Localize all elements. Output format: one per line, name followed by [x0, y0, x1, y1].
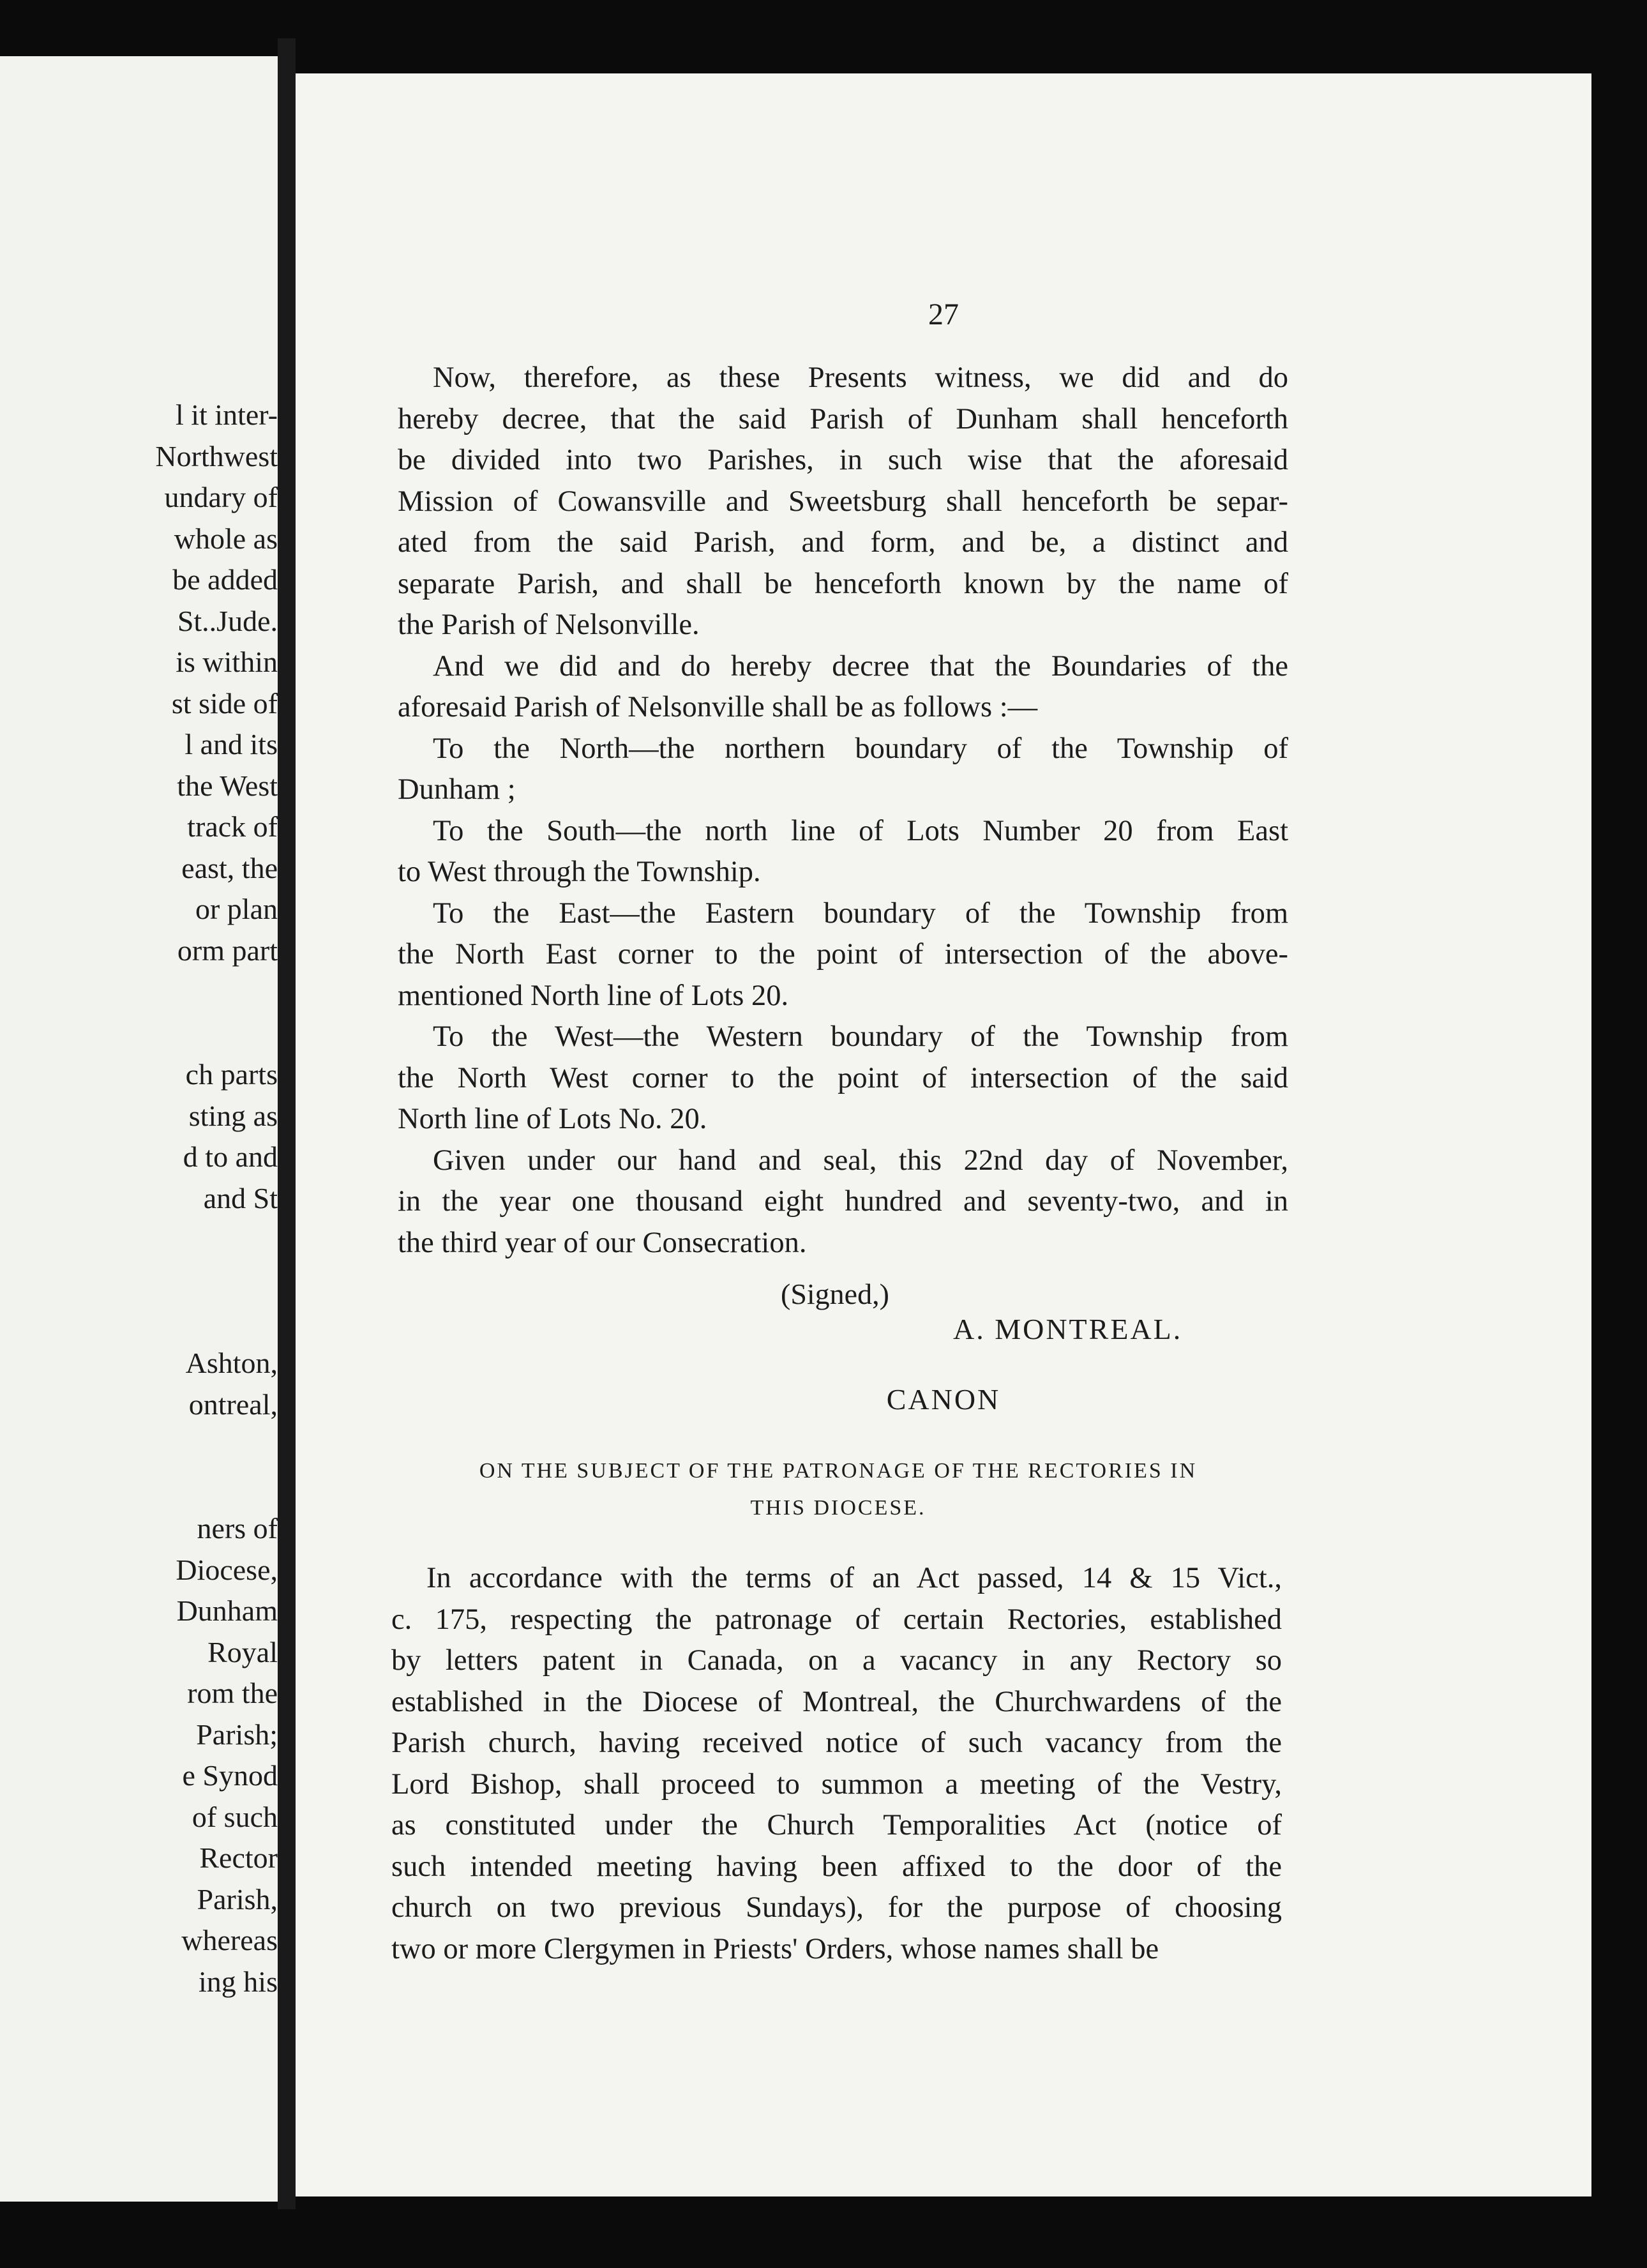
text-line: the North East corner to the point of intersection of the above-: [398, 938, 1288, 971]
canon-subtitle-line: THIS DIOCESE.: [750, 1496, 926, 1520]
previous-page-text: [10, 395, 278, 2002]
previous-page-line: and St: [203, 1181, 278, 1214]
text-line: by letters patent in Canada, on a vacancy in any Rectory so: [391, 1644, 1282, 1677]
previous-page-line: be added: [172, 563, 278, 596]
text-line: Mission of Cowansville and Sweetsburg shall henceforth be separ-: [398, 485, 1288, 518]
text-line: as constituted under the Church Temporalities Act (notice of: [391, 1809, 1282, 1841]
previous-page-line: Diocese,: [176, 1553, 278, 1586]
previous-page-line: Parish;: [196, 1718, 278, 1751]
previous-page-line: east, the: [181, 851, 278, 884]
previous-page-line: Dunham: [176, 1594, 278, 1627]
paragraph: [398, 893, 1288, 1017]
signed-label: (Signed,): [781, 1278, 889, 1310]
canon-subtitle-line: ON THE SUBJECT OF THE PATRONAGE OF THE RECTORIES IN: [479, 1459, 1198, 1483]
paragraph: [398, 1017, 1288, 1140]
previous-page-line: track of: [187, 810, 278, 843]
text-line: the Parish of Nelsonville.: [398, 609, 700, 641]
previous-page-line: l it inter-: [175, 398, 278, 431]
document-page: [296, 73, 1591, 2196]
previous-page-line: or plan: [195, 893, 278, 925]
text-line: two or more Clergymen in Priests' Orders, whose names shall be: [391, 1932, 1159, 1965]
previous-page-line: ing his: [199, 1965, 278, 1998]
paragraph: [398, 358, 1288, 646]
previous-page-line: whereas: [181, 1924, 278, 1956]
canon-subtitle: [391, 1453, 1285, 1527]
text-line: To the West—the Western boundary of the Township from: [433, 1020, 1288, 1053]
text-line: the North West corner to the point of intersection of the said: [398, 1061, 1288, 1094]
page-number: 27: [928, 298, 959, 331]
previous-page-line: of such: [192, 1800, 278, 1833]
text-line: Parish church, having received notice of such vacancy from the: [391, 1727, 1282, 1759]
text-line: ated from the said Parish, and form, and be, a distinct and: [398, 526, 1288, 559]
previous-page-line: orm part: [177, 934, 278, 967]
text-line: aforesaid Parish of Nelsonville shall be as follows :—: [398, 691, 1038, 723]
book-gutter: [278, 38, 296, 2209]
text-line: hereby decree, that the said Parish of Dunham shall henceforth: [398, 402, 1288, 435]
previous-page-strip: [0, 56, 278, 2202]
text-line: To the East—the Eastern boundary of the Township from: [433, 896, 1288, 930]
previous-page-line: [10, 1219, 278, 1343]
previous-page-line: Royal: [207, 1635, 278, 1668]
text-line: Given under our hand and seal, this 22nd day of November,: [433, 1144, 1288, 1177]
paragraph: [398, 811, 1288, 893]
text-line: to West through the Township.: [398, 856, 761, 888]
text-line: And we did and do hereby decree that the Boundaries of the: [433, 649, 1288, 683]
text-line: North line of Lots No. 20.: [398, 1103, 707, 1135]
previous-page-line: [10, 1425, 278, 1508]
canon-title: CANON: [886, 1383, 1001, 1416]
text-line: such intended meeting having been affixed to the door of the: [391, 1850, 1282, 1883]
previous-page-line: ch parts: [185, 1058, 278, 1091]
text-line: church on two previous Sundays), for the purpose of choosing: [391, 1891, 1282, 1924]
previous-page-line: l and its: [184, 728, 278, 760]
previous-page-line: st side of: [171, 686, 278, 720]
paragraph: [398, 1140, 1288, 1264]
previous-page-line: Ashton,: [185, 1347, 278, 1379]
previous-page-line: the West: [177, 769, 278, 802]
text-line: established in the Diocese of Montreal, the Churchwardens of the: [391, 1685, 1282, 1718]
paragraph: [398, 646, 1288, 729]
previous-page-line: sting as: [188, 1099, 278, 1132]
previous-page-line: ontreal,: [188, 1387, 278, 1421]
signatory-name: A. MONTREAL.: [953, 1313, 1183, 1345]
text-line: To the South—the north line of Lots Number 20 from East: [433, 814, 1288, 847]
body-text: [398, 358, 1288, 1264]
previous-page-line: rom the: [187, 1677, 278, 1709]
text-line: be divided into two Parishes, in such wise that the aforesaid: [398, 444, 1288, 476]
previous-page-line: whole as: [174, 522, 278, 555]
previous-page-line: St..Jude.: [177, 604, 278, 637]
previous-page-line: [10, 971, 278, 1054]
previous-page-line: Rector: [199, 1841, 278, 1874]
text-line: in the year one thousand eight hundred and seventy-two, and in: [398, 1185, 1288, 1218]
canon-body-text: [391, 1558, 1282, 1970]
text-line: c. 175, respecting the patronage of certain Rectories, established: [391, 1603, 1282, 1636]
text-line: separate Parish, and shall be henceforth known by the name of: [398, 567, 1288, 600]
previous-page-line: ners of: [197, 1512, 278, 1545]
previous-page-line: e Synod: [182, 1759, 278, 1792]
previous-page-line: is within: [176, 646, 278, 678]
text-line: Now, therefore, as these Presents witness, we did and do: [433, 361, 1288, 394]
text-line: the third year of our Consecration.: [398, 1226, 807, 1259]
text-line: In accordance with the terms of an Act passed, 14 & 15 Vict.,: [426, 1562, 1282, 1594]
previous-page-line: Northwest: [155, 439, 278, 472]
previous-page-line: Parish,: [197, 1882, 278, 1916]
previous-page-line: undary of: [164, 481, 278, 513]
text-line: To the North—the northern boundary of the Township of: [433, 732, 1288, 765]
text-line: Dunham ;: [398, 773, 516, 806]
text-line: mentioned North line of Lots 20.: [398, 979, 789, 1012]
previous-page-line: d to and: [183, 1140, 278, 1173]
paragraph: [391, 1558, 1282, 1970]
paragraph: [398, 729, 1288, 811]
text-line: Lord Bishop, shall proceed to summon a meeting of the Vestry,: [391, 1767, 1282, 1801]
